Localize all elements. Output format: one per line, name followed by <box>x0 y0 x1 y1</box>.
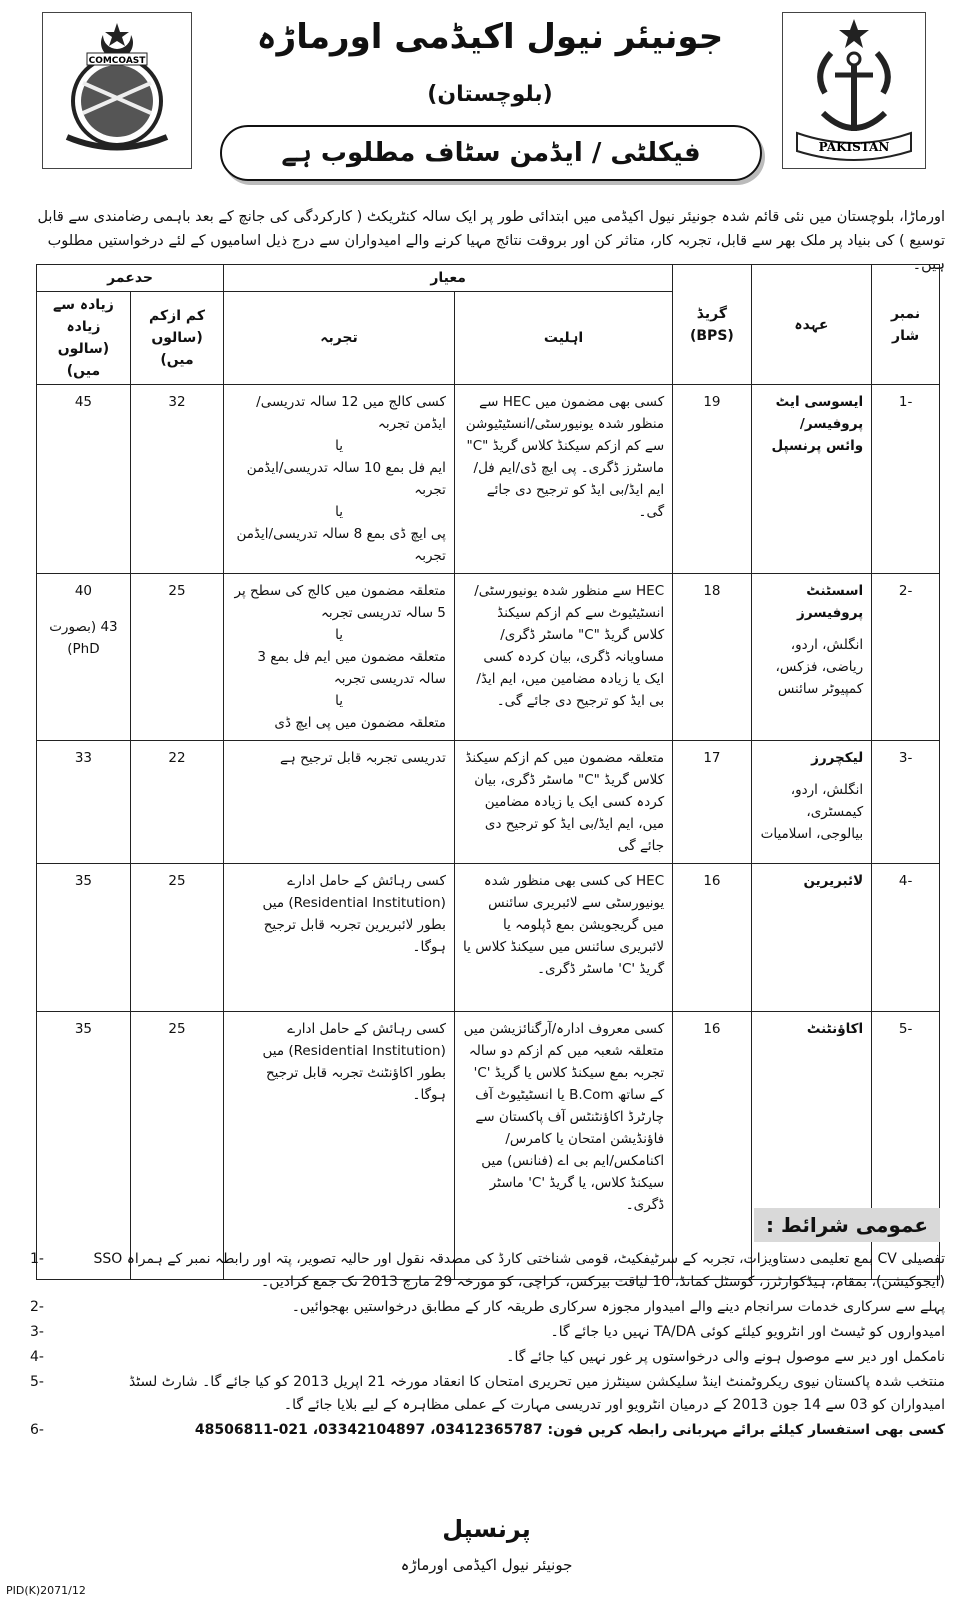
row-min-age: 32 <box>130 385 223 574</box>
max-age-value: 35 <box>74 873 93 889</box>
intro-paragraph: اورماڑا، بلوچستان میں نئی قائم شدہ جونیئر نیول اکیڈمی میں ابتدائی طور پر ایک سالہ کنٹریکٹ ( کارکردگی کی جانچ کے بعد باہمی رضامندی سے قابل توسیع ) کی بنیاد پر ملک بھر سے قابل، تجربہ کار، متاثر کن اور بروقت نتائج مہیا کرنے والے امیدواران سے درج ذیل اسامیوں کے لئے درخواستیں مطلوب ہیں۔ <box>37 209 945 273</box>
general-conditions-list <box>30 1248 945 1444</box>
row-grade: 16 <box>673 1012 752 1280</box>
comcoast-emblem-icon <box>43 13 191 168</box>
list-item <box>30 1321 945 1344</box>
row-qualification: HEC سے منظور شدہ یونیورسٹی/انسٹیٹیوٹ سے کم ازکم سیکنڈ کلاس گریڈ "C" ماسٹر ڈگری/مساویانہ ڈگری، بیان کردہ کسی ایک یا زیادہ مضامین میں، ایم ایڈ/بی ایڈ کو ترجیح دی جائے گی۔ <box>454 574 672 741</box>
row-min-age: 25 <box>130 574 223 741</box>
post-title: اکاؤنٹنٹ <box>806 1021 864 1037</box>
condition-text: منتخب شدہ پاکستان نیوی ریکروٹمنٹ اینڈ سلیکشن سینٹرز میں تحریری امتحان کا انعقاد مورخہ 21 اپریل 2013 کو کیا جائے گا۔ شارٹ لسٹڈ امیدواران کو 03 سے 14 جون 2013 کے درمیان انٹرویو اور تدریسی مہارت کے عملی مظاہرہ کے لیے بلایا جائے گا۔ <box>128 1374 945 1413</box>
row-qualification: کسی بھی مضمون میں HEC سے منظور شدہ یونیورسٹی/انسٹیٹیوشن سے کم ازکم سیکنڈ کلاس گریڈ "C" ماسٹرز ڈگری۔ پی ایچ ڈی/ایم فل/ایم ایڈ/بی ایڈ کو ترجیح دی جائے گی۔ <box>454 385 672 574</box>
general-conditions-heading: عمومی شرائط : <box>754 1208 940 1242</box>
max-age-value: 45 <box>74 394 93 410</box>
condition-text: امیدواروں کو ٹیسٹ اور انٹرویو کیلئے کوئی TA/DA نہیں دیا جائے گا۔ <box>550 1324 945 1340</box>
max-age-note: 43 (بصورت PhD) <box>49 619 118 657</box>
row-post <box>751 864 872 1012</box>
condition-number: 6- <box>30 1422 44 1438</box>
vacancy-banner: فیکلٹی / ایڈمن سٹاف مطلوب ہے <box>220 125 762 181</box>
header-min-age: کم ازکم (سالوں میں) <box>130 292 223 385</box>
table-row <box>37 864 940 1012</box>
row-experience <box>224 574 455 741</box>
row-max-age <box>37 1012 131 1280</box>
row-grade: 19 <box>673 385 752 574</box>
list-item <box>30 1419 945 1442</box>
page-title: جونیئر نیول اکیڈمی اورماڑہ <box>256 17 724 57</box>
post-subjects: انگلش، اردو، کیمسٹری، بیالوجی، اسلامیات <box>760 782 864 842</box>
table-row <box>37 385 940 574</box>
vacancies-table <box>36 264 940 1280</box>
max-age-value: 40 <box>74 583 93 599</box>
row-post <box>751 741 872 864</box>
condition-text: پہلے سے سرکاری خدمات سرانجام دینے والے امیدوار مجوزہ سرکاری طریقہ کار کے مطابق درخواستیں بھجوائیں۔ <box>291 1299 945 1315</box>
header-criteria: معیار <box>224 265 673 292</box>
condition-number: 3- <box>30 1324 44 1340</box>
comcoast-logo <box>42 12 192 169</box>
signature-title: پرنسپل <box>442 1515 531 1543</box>
row-grade: 18 <box>673 574 752 741</box>
row-serial: -1 <box>872 385 940 574</box>
pakistan-navy-logo <box>782 12 926 169</box>
max-age-value: 35 <box>74 1021 93 1037</box>
header-grade-label: گریڈ <box>696 305 727 322</box>
row-grade: 16 <box>673 864 752 1012</box>
row-experience: تدریسی تجربہ قابل ترجیح ہے <box>224 741 455 864</box>
row-max-age <box>37 741 131 864</box>
row-serial: -4 <box>872 864 940 1012</box>
condition-number: 2- <box>30 1299 44 1315</box>
experience-option: ایم فل بمع 10 سالہ تدریسی/ایڈمن تجربہ <box>246 460 446 498</box>
row-min-age: 22 <box>130 741 223 864</box>
publication-id: PID(K)2071/12 <box>6 1584 86 1597</box>
or-separator: یا <box>335 438 343 454</box>
page-subtitle: (بلوچستان) <box>427 82 553 107</box>
table-row <box>37 741 940 864</box>
row-experience: کسی رہائش کے حامل ادارے (Residential Institution) میں بطور اکاؤنٹنٹ تجربہ قابل ترجیح ہوگا۔ <box>224 1012 455 1280</box>
or-separator: یا <box>335 693 343 709</box>
max-age-value: 33 <box>74 750 93 766</box>
logo-lettering: COMCOAST <box>88 56 146 66</box>
list-item <box>30 1346 945 1369</box>
condition-text: کسی بھی استفسار کیلئے برائے مہربانی رابطہ کریں فون: 03412365787، 03342104897، 021-48506811 <box>194 1422 945 1438</box>
post-title: لائبریرین <box>803 873 864 889</box>
row-qualification: کسی معروف ادارہ/آرگنائزیشن میں متعلقہ شعبہ میں کم ازکم دو سالہ تجربہ بمع سیکنڈ کلاس یا گریڈ 'C' کے ساتھ B.Com یا انسٹیٹیوٹ آف چارٹرڈ اکاؤنٹنٹس آف پاکستان سے فاؤنڈیشن امتحان یا کامرس/اکنامکس/ایم بی اے (فنانس) میں سیکنڈ کلاس، یا گریڈ 'C' ماسٹر ڈگری۔ <box>454 1012 672 1280</box>
row-serial: -5 <box>872 1012 940 1280</box>
row-qualification: متعلقہ مضمون میں کم ازکم سیکنڈ کلاس گریڈ "C" ماسٹر ڈگری، بیان کردہ کسی ایک یا زیادہ مضامین میں، ایم ایڈ/بی ایڈ کو ترجیح دی جائے گی <box>454 741 672 864</box>
experience-option: پی ایچ ڈی بمع 8 سالہ تدریسی/ایڈمن تجربہ <box>236 526 446 564</box>
or-separator: یا <box>335 504 343 520</box>
signature-organization: جونیئر نیول اکیڈمی اورماڑہ <box>400 1556 573 1574</box>
logo-lettering: PAKISTAN <box>818 140 890 154</box>
post-subjects: انگلش، اردو، ریاضی، فزکس، کمپیوٹر سائنس <box>775 637 864 697</box>
condition-text: نامکمل اور دیر سے موصول ہونے والی درخواستوں پر غور نہیں کیا جائے گا۔ <box>506 1349 945 1365</box>
header-max-age: زیادہ سے زیادہ (سالوں میں) <box>37 292 131 385</box>
post-title: ایسوسی ایٹ پروفیسر/ وائس پرنسپل <box>771 394 864 454</box>
row-qualification: HEC کی کسی بھی منظور شدہ یونیورسٹی سے لائبریری سائنس میں گریجویشن بمع ڈپلومہ یا لائبریری سائنس میں سیکنڈ کلاس یا گریڈ 'C' ماسٹر ڈگری۔ <box>454 864 672 1012</box>
row-max-age <box>37 864 131 1012</box>
row-serial: -2 <box>872 574 940 741</box>
header-grade <box>673 265 752 385</box>
condition-number: 4- <box>30 1349 44 1365</box>
experience-option: متعلقہ مضمون میں ایم فل بمع 3 سالہ تدریسی تجربہ <box>257 649 446 687</box>
row-experience: کسی رہائش کے حامل ادارے (Residential Institution) میں بطور لائبریرین تجربہ قابل ترجیح ہوگا۔ <box>224 864 455 1012</box>
navy-anchor-icon <box>783 13 925 168</box>
header-qualification: اہلیت <box>454 292 672 385</box>
header-grade-bps: (BPS) <box>689 327 734 344</box>
row-experience <box>224 385 455 574</box>
post-title: اسسٹنٹ پروفیسرز <box>797 583 864 621</box>
header-serial: نمبر شار <box>872 265 940 385</box>
row-post <box>751 574 872 741</box>
row-post <box>751 385 872 574</box>
row-min-age: 25 <box>130 1012 223 1280</box>
condition-number: 5- <box>30 1374 44 1390</box>
header-age-limit: حدعمر <box>37 265 224 292</box>
experience-option: متعلقہ مضمون میں کالج کی سطح پر 5 سالہ تدریسی تجربہ <box>234 583 446 621</box>
header-experience: تجربہ <box>224 292 455 385</box>
condition-text: تفصیلی CV بمع تعلیمی دستاویزات، تجربہ کے سرٹیفکیٹ، قومی شناختی کارڈ کی مصدقہ نقول اور حالیہ تصویر، پتہ اور رابطہ نمبر کے ہمراہ SSO (ایجوکیشن)، بمقام، ہیڈکوارٹرز، کوسٹل کمانڈ، 10 لیاقت بیرکس، کراچی، کو مورخہ 29 مارچ 2013 تک جمع کرادیں۔ <box>93 1251 945 1290</box>
experience-option: متعلقہ مضمون میں پی ایچ ڈی <box>274 715 446 731</box>
row-min-age: 25 <box>130 864 223 1012</box>
row-grade: 17 <box>673 741 752 864</box>
row-serial: -3 <box>872 741 940 864</box>
row-max-age <box>37 574 131 741</box>
experience-option: کسی کالج میں 12 سالہ تدریسی/ایڈمن تجربہ <box>256 394 446 432</box>
list-item <box>30 1296 945 1319</box>
list-item <box>30 1248 945 1294</box>
header-post: عہدہ <box>751 265 872 385</box>
post-title: لیکچررز <box>811 750 864 766</box>
list-item <box>30 1371 945 1417</box>
condition-number: 1- <box>30 1251 44 1267</box>
table-row <box>37 574 940 741</box>
or-separator: یا <box>335 627 343 643</box>
row-max-age <box>37 385 131 574</box>
